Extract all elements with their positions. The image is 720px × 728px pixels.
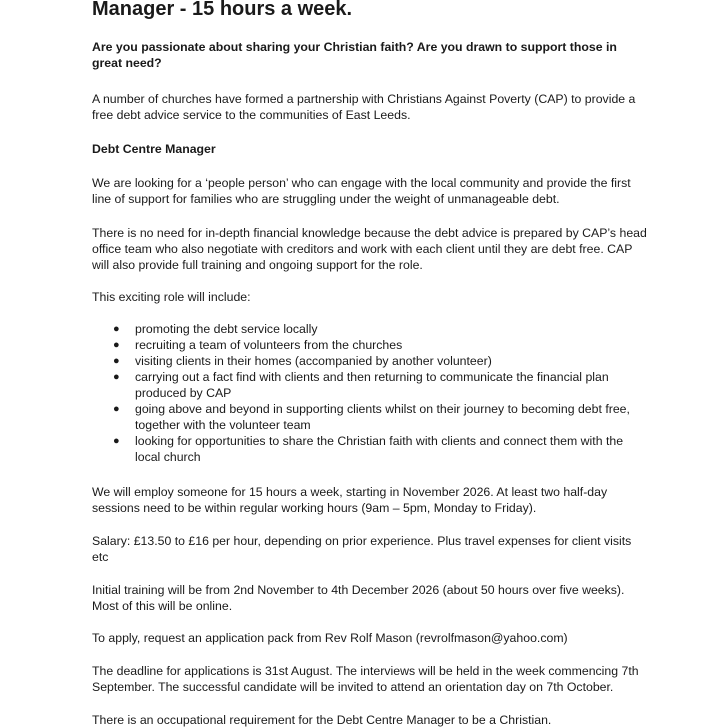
bullet-icon: ● [113,355,120,367]
bullet-icon: ● [113,403,120,415]
requirement-paragraph: There is an occupational requirement for the Debt Centre Manager to be a Christian. [92,713,552,727]
no-need-paragraph: There is no need for in-depth financial knowledge because the debt advice is prepared by CAP’s head office team who also negotiate with creditors and work with each client until they are debt free. CAP will also provide full training and ongoing support for the role. [92,226,647,272]
duties-list [92,321,648,465]
role-heading: Debt Centre Manager [92,142,216,156]
looking-for-paragraph: We are looking for a ‘people person’ who can engage with the local community and provide the first line of support for families who are struggling under the weight of unmanageable debt. [92,176,631,206]
deadline-paragraph: The deadline for applications is 31st August. The interviews will be held in the week commencing 7th September. The successful candidate will be invited to attend an orientation day on 7th October. [92,664,639,694]
list-item [92,433,648,465]
duty-text: promoting the debt service locally [135,322,318,336]
intro-question: Are you passionate about sharing your Christian faith? Are you drawn to support those in great need? [92,40,617,70]
duty-text: recruiting a team of volunteers from the churches [135,338,403,352]
list-item [92,401,648,433]
list-item [92,353,648,369]
training-paragraph: Initial training will be from 2nd November to 4th December 2026 (about 50 hours over five weeks). Most of this will be online. [92,583,625,613]
list-item [92,321,648,337]
salary-paragraph: Salary: £13.50 to £16 per hour, depending on prior experience. Plus travel expenses for client visits etc [92,534,632,564]
duty-text: looking for opportunities to share the Christian faith with clients and connect them with the local church [135,434,624,464]
list-item [92,337,648,353]
bullet-icon: ● [113,435,120,447]
bullet-icon: ● [113,371,120,383]
duty-text: going above and beyond in supporting clients whilst on their journey to becoming debt free, together with the volunteer team [135,402,630,432]
page-title: Manager - 15 hours a week. [92,0,353,20]
bullet-icon: ● [113,323,120,335]
duty-text: visiting clients in their homes (accompanied by another volunteer) [135,354,492,368]
list-item [92,369,648,401]
partnership-paragraph: A number of churches have formed a partnership with Christians Against Poverty (CAP) to provide a free debt advice service to the communities of East Leeds. [92,92,636,122]
role-include-paragraph: This exciting role will include: [92,290,251,304]
bullet-icon: ● [113,339,120,351]
employ-paragraph: We will employ someone for 15 hours a week, starting in November 2026. At least two half-day sessions need to be within regular working hours (9am – 5pm, Monday to Friday). [92,485,608,515]
duty-text: carrying out a fact find with clients and then returning to communicate the financial plan produced by CAP [135,370,609,400]
apply-paragraph: To apply, request an application pack from Rev Rolf Mason (revrolfmason@yahoo.com) [92,631,568,645]
